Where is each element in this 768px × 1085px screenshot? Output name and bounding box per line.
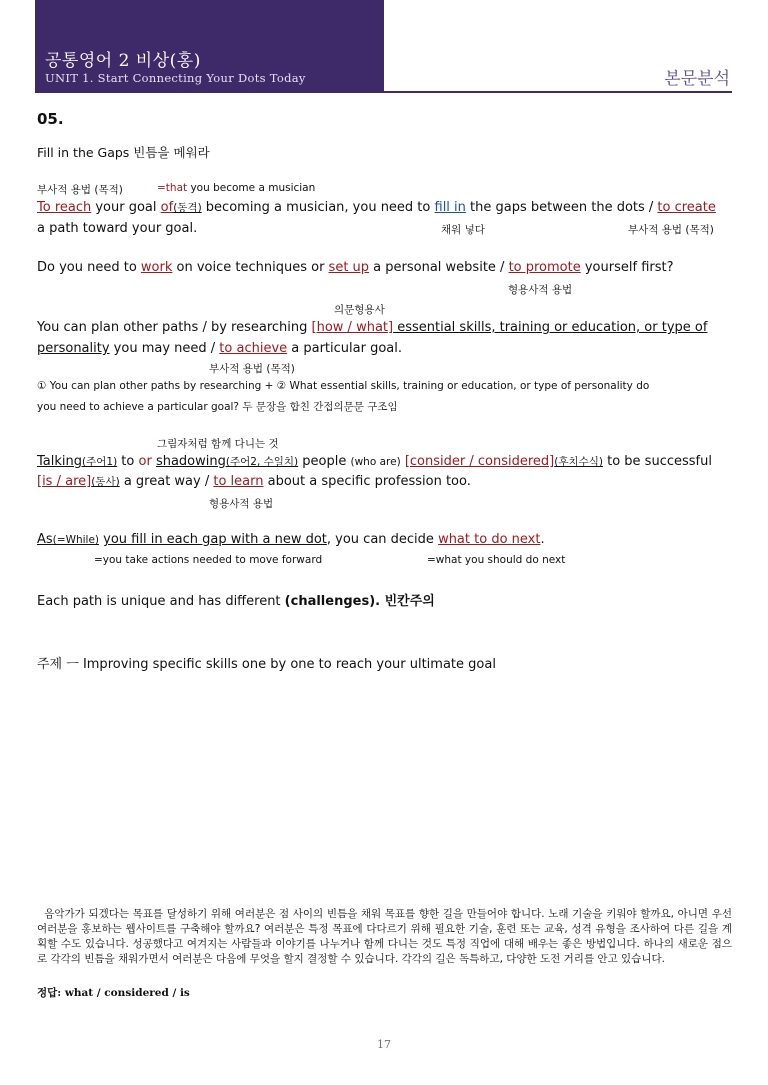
note-adjectival-1: 형용사적 용법 [508,284,573,296]
note-adverbial-3: 부사적 용법 (목적) [209,363,295,375]
note-structure-1: ① You can plan other paths by researching + ② What essential skills, training or education, or type of personality do [37,380,650,392]
note-that-clause: =that you become a musician [157,182,316,194]
section-title: Fill in the Gaps 빈틈을 메워라 [37,145,210,160]
note-fill-in: 채워 넣다 [441,224,485,236]
sentence-line-5: personality you may need / to achieve a particular goal. [37,341,403,356]
note-adverbial-2: 부사적 용법 (목적) [628,224,714,236]
answer-key: 정답: what / considered / is [37,987,190,999]
page-number: 17 [377,1038,391,1051]
sentence-line-8: As(=While) you fill in each gap with a new dot, you can decide what to do next. [37,532,545,547]
header-divider [35,91,732,93]
note-adverbial-1: 부사적 용법 (목적) [37,184,123,196]
note-adjectival-2: 형용사적 용법 [209,498,274,510]
note-what-next: =what you should do next [427,554,566,566]
note-structure-2: you need to achieve a particular goal? 두 문장을 합친 간접의문문 구조임 [37,401,398,413]
korean-translation: 음악가가 되겠다는 목표를 달성하기 위해 여러분은 점 사이의 빈틈을 채워 목표를 향한 길을 만들어야 합니다. 노래 기술을 키워야 할까요, 아니면 우선 여러분을 홍보하는 웹사이트를 구축해야 할까요? 여러분은 특정 목표에 다다르기 위해 필요한 기술, 훈련 또는 교육, 성격 유형을 조사하여 다른 길을 계획할 수도 있습니다. 성공했다고 여겨지는 사람들과 이야기를 나누거나 함께 다니는 것도 특정 직업에 대해 배우는 좋은 방법입니다. 하나의 새로운 점으로 각각의 빈틈을 채워가면서 여러분은 다음에 무엇을 할지 결정할 수 있습니다. 각각의 길은 독특하고, 다양한 도전 거리를 안고 있습니다. [37,908,732,965]
section-tag: 본문분석 [664,69,730,89]
sentence-line-2: a path toward your goal. [37,221,198,236]
sentence-line-7: [is / are](동사) a great way / to learn about a specific profession too. [37,474,471,489]
sentence-line-6: Talking(주어1) to or shadowing(주어2, 수일치) people (who are) [consider / considered](후치수식) to be successful [37,454,712,469]
note-gap-clause: =you take actions needed to move forward [94,554,323,566]
sentence-line-4: You can plan other paths / by researching [how / what] essential skills, training or education, or type of [37,320,708,335]
item-number: 05. [37,110,64,128]
header-title: 공통영어 2 비상(홍) [45,51,201,71]
note-interrogative: 의문형용사 [334,304,385,316]
header-subtitle: UNIT 1. Start Connecting Your Dots Today [45,71,306,85]
theme-line: 주제 ㅡ Improving specific skills one by one to reach your ultimate goal [37,657,496,672]
sentence-line-3: Do you need to work on voice techniques or set up a personal website / to promote yourself first? [37,260,674,275]
sentence-line-1: To reach your goal of(동격) becoming a musician, you need to fill in the gaps between the dots / to create [37,200,716,215]
sentence-line-9: Each path is unique and has different (challenges). 빈칸주의 [37,594,435,609]
note-shadowing: 그림자처럼 함께 다니는 것 [157,438,279,450]
